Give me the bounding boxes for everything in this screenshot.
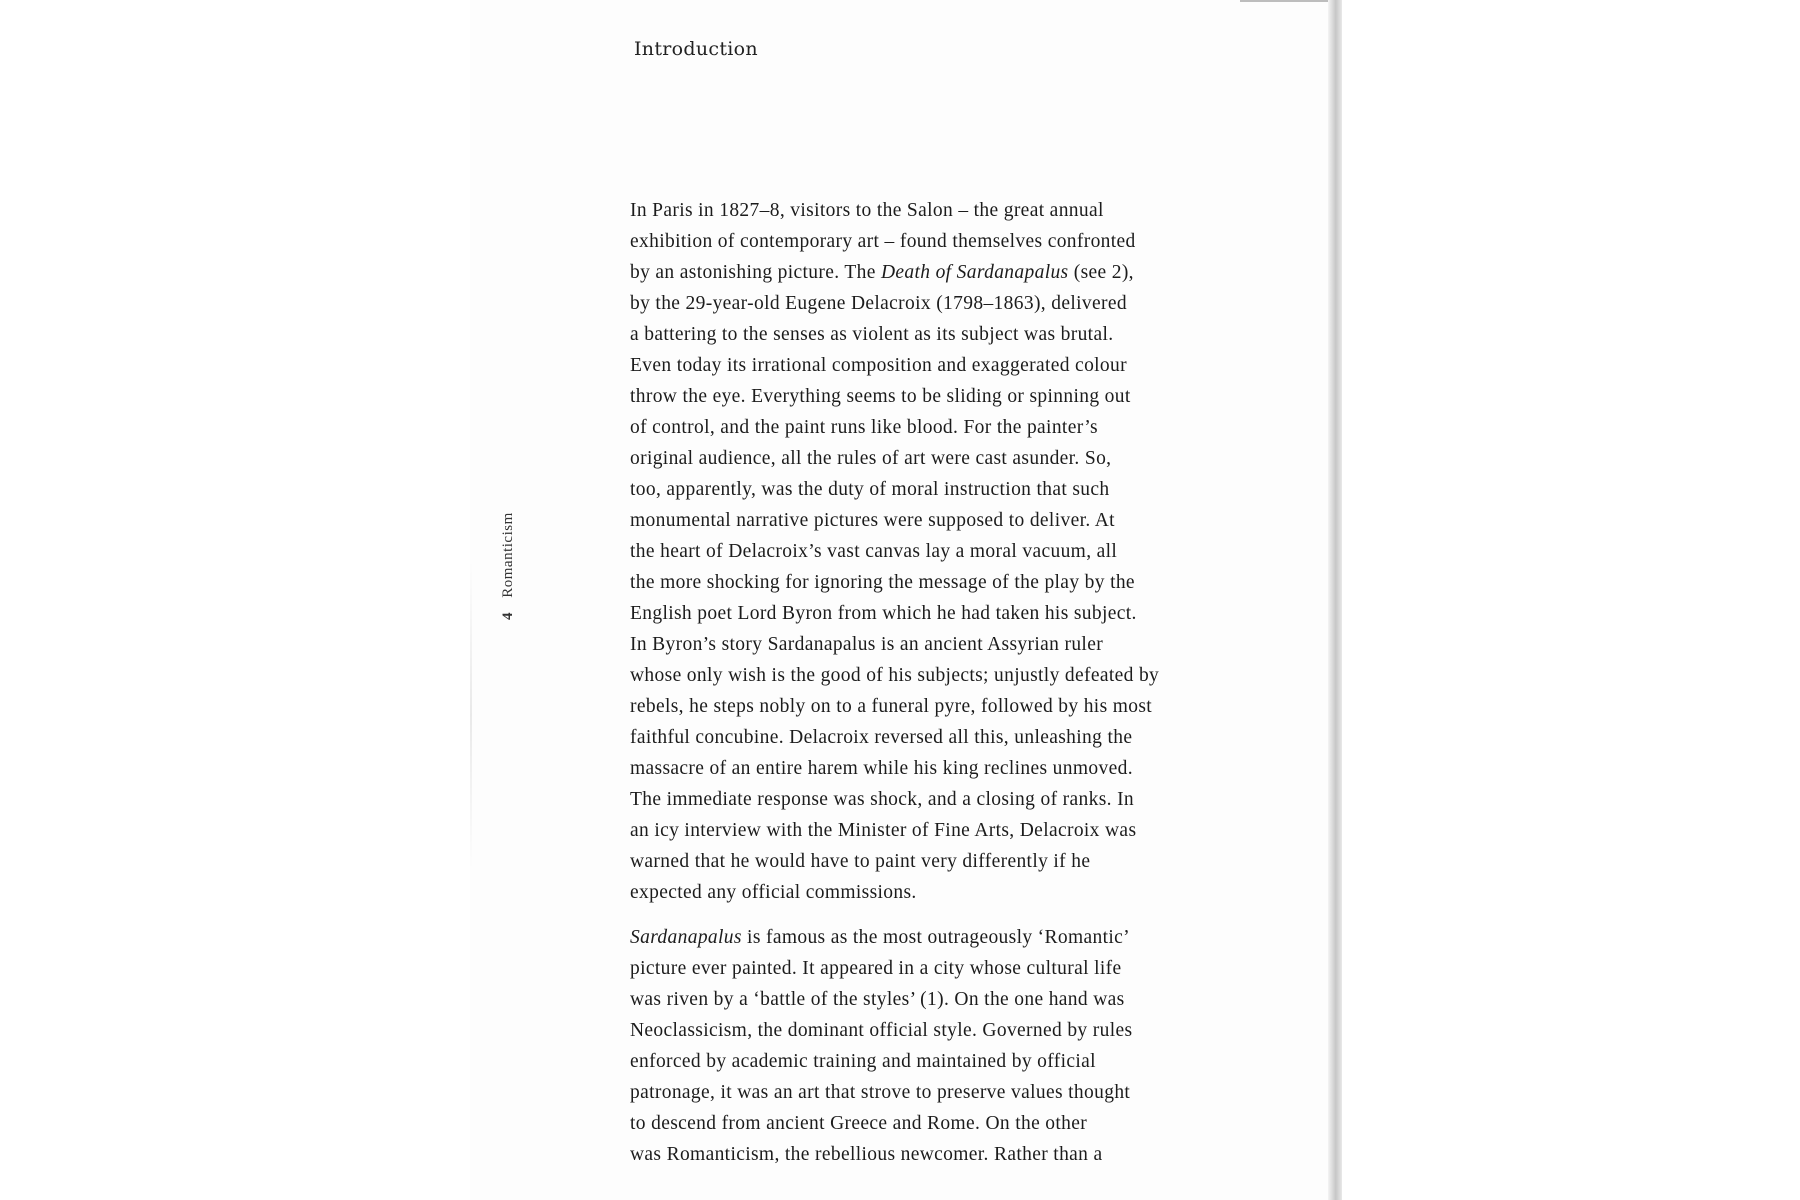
body-text	[630, 195, 1230, 1170]
text-line	[630, 629, 1230, 660]
text-segment: by the 29-year-old Eugene Delacroix (1798–1863), delivered	[630, 293, 1127, 314]
text-segment: In Paris in 1827–8, visitors to the Salon – the great annual	[630, 200, 1104, 221]
text-line	[630, 1139, 1230, 1170]
text-segment: Even today its irrational composition and exaggerated colour	[630, 355, 1127, 376]
text-line	[630, 226, 1230, 257]
text-line	[630, 953, 1230, 984]
text-line	[630, 443, 1230, 474]
text-line	[630, 1077, 1230, 1108]
text-segment: throw the eye. Everything seems to be sliding or spinning out	[630, 386, 1131, 407]
running-head: Introduction	[634, 38, 758, 60]
paragraph-gap	[630, 908, 1230, 922]
text-line	[630, 598, 1230, 629]
text-segment: by an astonishing picture. The	[630, 262, 881, 283]
text-line	[630, 567, 1230, 598]
text-line	[630, 1015, 1230, 1046]
text-segment: picture ever painted. It appeared in a city whose cultural life	[630, 958, 1122, 979]
text-segment: rebels, he steps nobly on to a funeral pyre, followed by his most	[630, 696, 1153, 717]
text-segment: a battering to the senses as violent as its subject was brutal.	[630, 324, 1114, 345]
text-line	[630, 784, 1230, 815]
text-segment: original audience, all the rules of art were cast asunder. So,	[630, 448, 1112, 469]
page-number: 4	[500, 612, 516, 620]
text-segment: exhibition of contemporary art – found themselves confronted	[630, 231, 1136, 252]
text-line	[630, 288, 1230, 319]
text-segment: expected any official commissions.	[630, 882, 917, 903]
text-segment: massacre of an entire harem while his king reclines unmoved.	[630, 758, 1133, 779]
italic-title: Death of Sardanapalus	[880, 262, 1069, 283]
text-segment: The immediate response was shock, and a closing of ranks. In	[630, 789, 1135, 810]
text-line	[630, 412, 1230, 443]
text-segment: English poet Lord Byron from which he had taken his subject.	[630, 603, 1137, 624]
text-line	[630, 984, 1230, 1015]
text-segment: monumental narrative pictures were supposed to deliver. At	[630, 510, 1115, 531]
text-line	[630, 815, 1230, 846]
text-segment: warned that he would have to paint very differently if he	[630, 851, 1091, 872]
text-line	[630, 536, 1230, 567]
text-line	[630, 846, 1230, 877]
page-gutter-shadow	[470, 560, 472, 870]
page-top-edge	[1240, 0, 1332, 2]
text-line	[630, 722, 1230, 753]
text-segment: to descend from ancient Greece and Rome. On the other	[630, 1113, 1088, 1134]
text-segment: too, apparently, was the duty of moral instruction that such	[630, 479, 1110, 500]
text-segment: whose only wish is the good of his subjects; unjustly defeated by	[630, 665, 1160, 686]
text-segment: In Byron’s story Sardanapalus is an ancient Assyrian ruler	[630, 634, 1104, 655]
text-line	[630, 381, 1230, 412]
text-line	[630, 474, 1230, 505]
text-line	[630, 691, 1230, 722]
text-segment: was Romanticism, the rebellious newcomer. Rather than a	[630, 1144, 1103, 1165]
text-segment: (see 2),	[1068, 262, 1134, 283]
text-segment: an icy interview with the Minister of Fine Arts, Delacroix was	[630, 820, 1137, 841]
text-line	[630, 1108, 1230, 1139]
text-segment: enforced by academic training and maintained by official	[630, 1051, 1096, 1072]
page-right-edge	[1328, 0, 1342, 1200]
text-line	[630, 195, 1230, 226]
text-line	[630, 319, 1230, 350]
folio-vertical	[500, 512, 517, 620]
text-line	[630, 350, 1230, 381]
text-segment: Neoclassicism, the dominant official style. Governed by rules	[630, 1020, 1133, 1041]
text-line	[630, 1046, 1230, 1077]
text-segment: faithful concubine. Delacroix reversed all this, unleashing the	[630, 727, 1133, 748]
text-line	[630, 257, 1230, 288]
text-segment: of control, and the paint runs like blood. For the painter’s	[630, 417, 1098, 438]
text-segment: patronage, it was an art that strove to preserve values thought	[630, 1082, 1131, 1103]
text-line	[630, 922, 1230, 953]
text-segment: was riven by a ‘battle of the styles’ (1). On the one hand was	[630, 989, 1125, 1010]
text-segment: the heart of Delacroix’s vast canvas lay a moral vacuum, all	[630, 541, 1118, 562]
text-line	[630, 505, 1230, 536]
text-line	[630, 660, 1230, 691]
text-segment: is famous as the most outrageously ‘Romantic’	[741, 927, 1130, 948]
text-line	[630, 753, 1230, 784]
text-segment: the more shocking for ignoring the message of the play by the	[630, 572, 1135, 593]
book-title: Romanticism	[500, 512, 516, 598]
text-line	[630, 877, 1230, 908]
italic-title: Sardanapalus	[630, 927, 742, 948]
